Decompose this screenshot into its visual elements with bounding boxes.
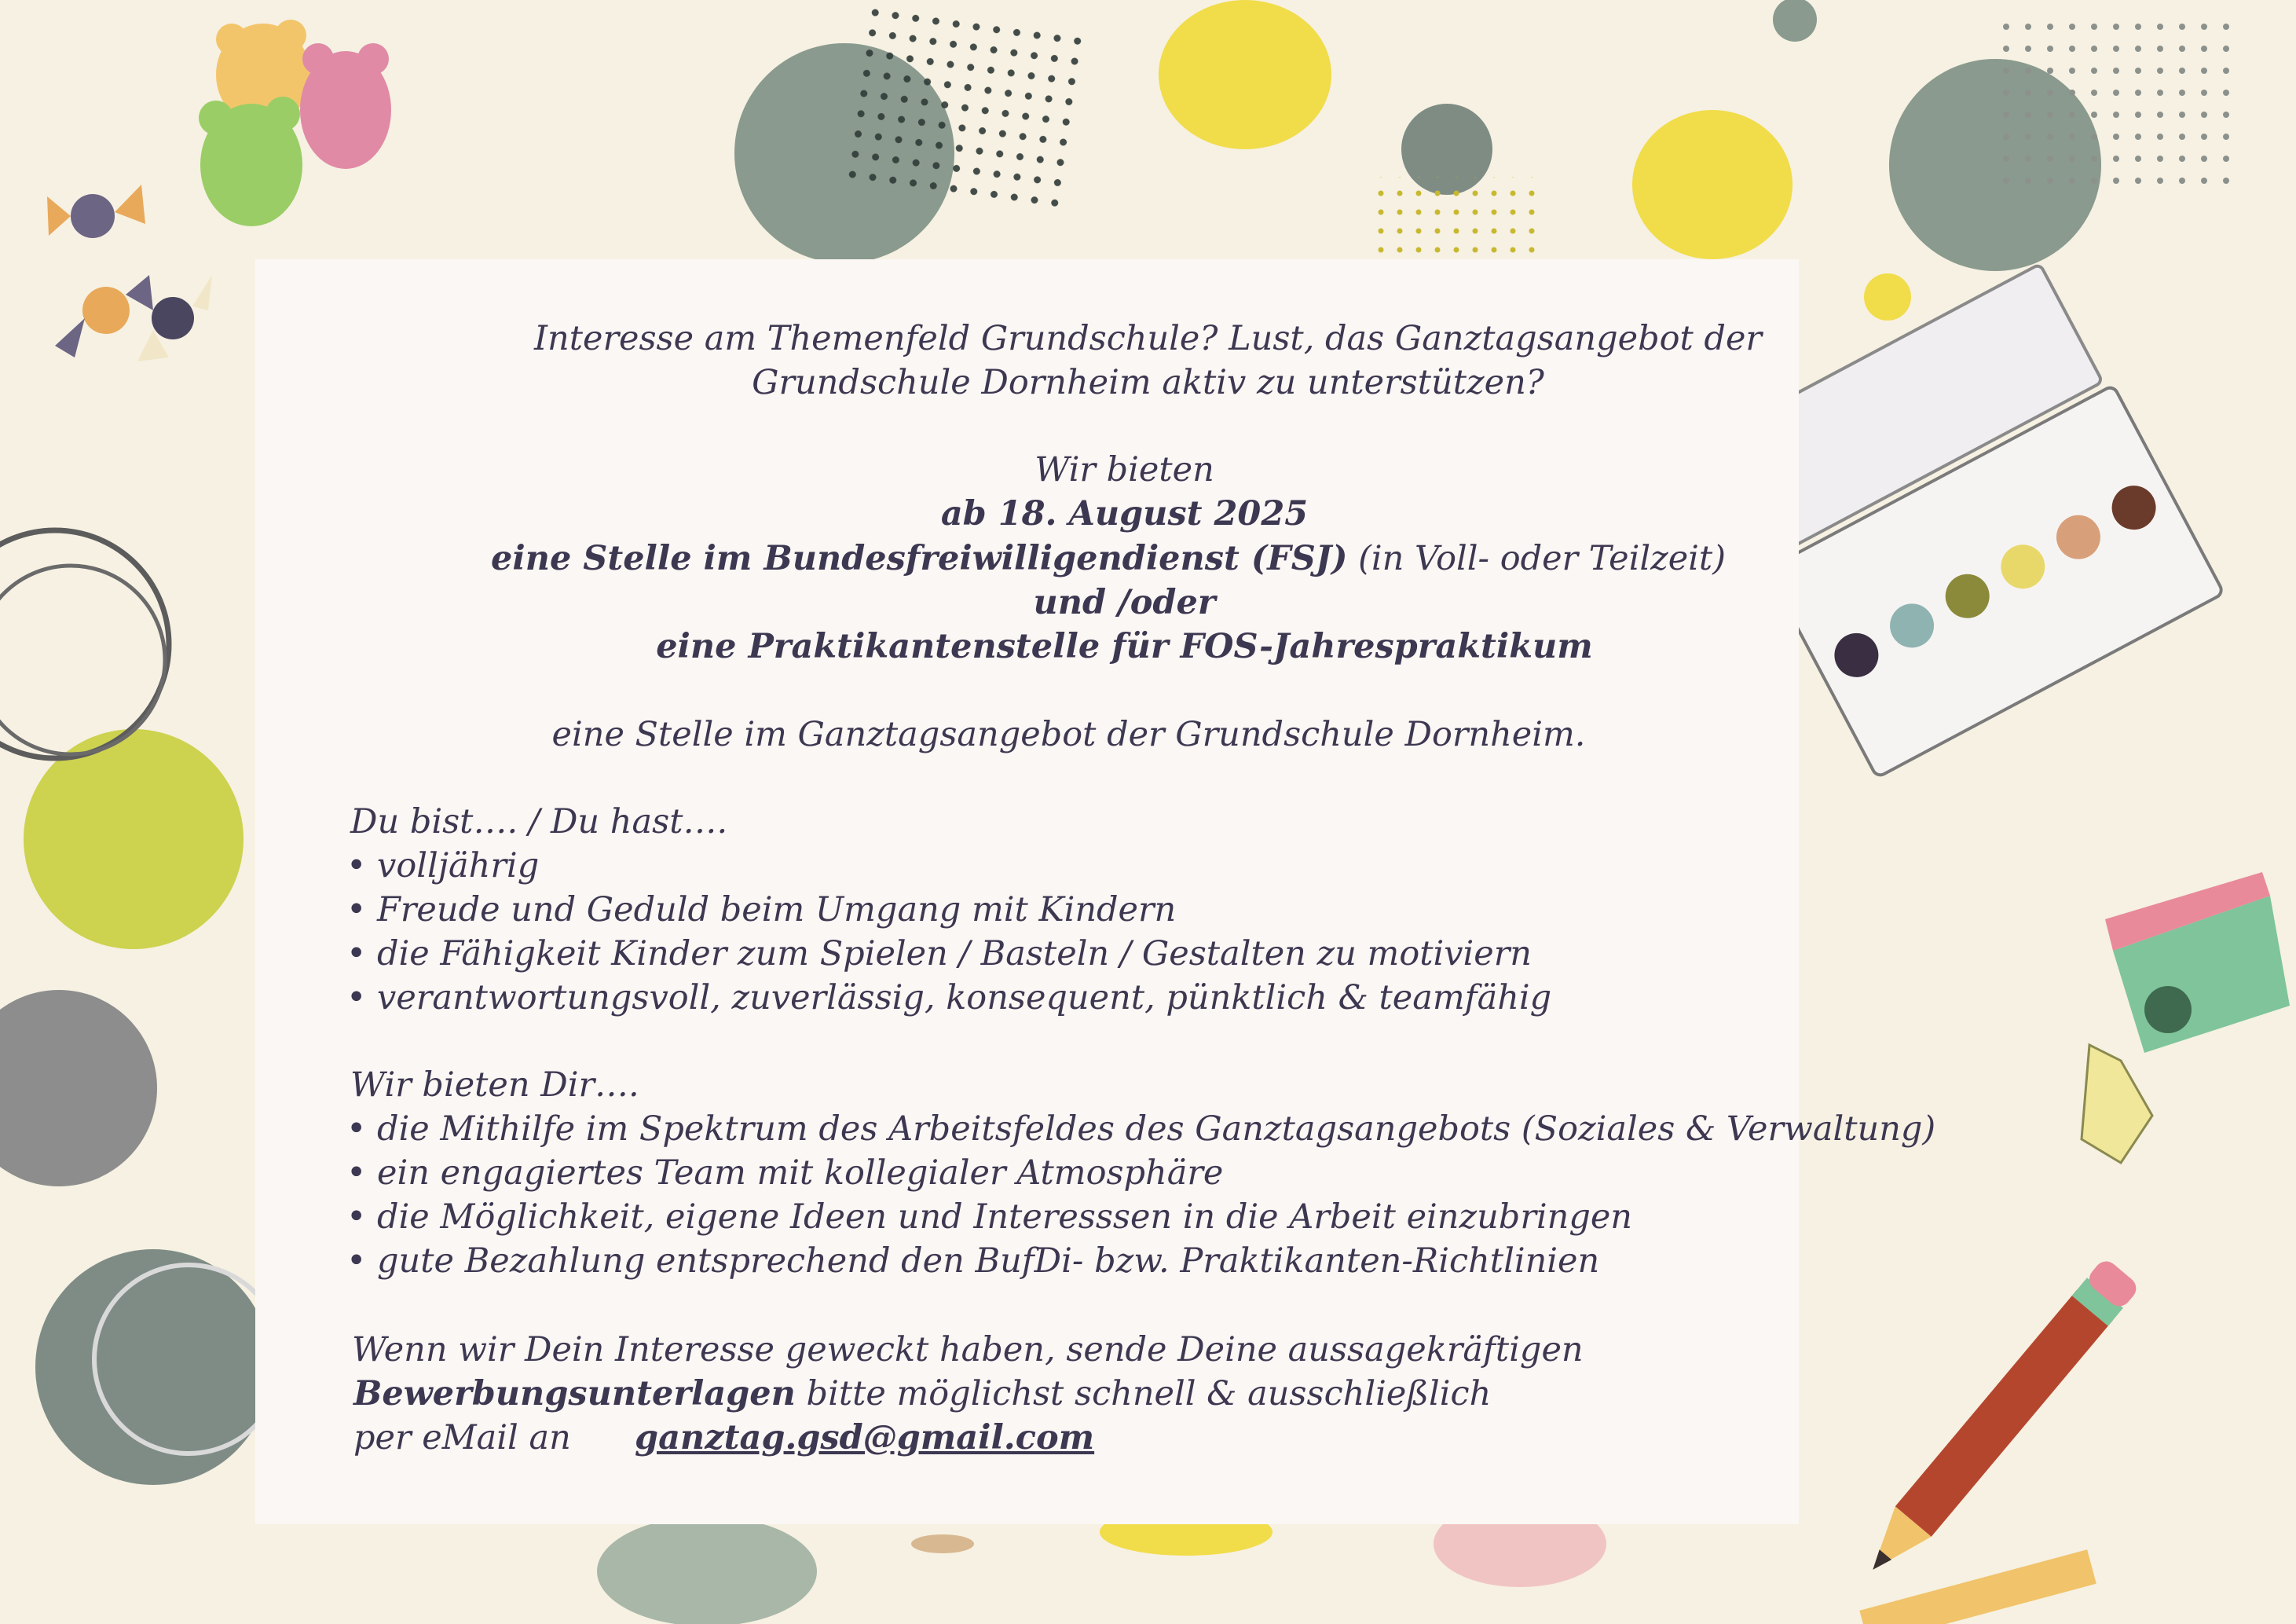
pencil-sharpener-icon	[2082, 872, 2290, 1163]
position-bfd-note: (in Voll- oder Teilzeit)	[1347, 539, 1726, 578]
intro-line-2: Grundschule Dornheim aktiv zu unterstützen?	[752, 363, 1544, 402]
yellow-circle	[1159, 0, 1331, 149]
contact-line-3: per eMail an	[353, 1418, 571, 1457]
requirements-heading: Du bist…. / Du hast….	[350, 802, 728, 841]
intro-line-1: Interesse am Themenfeld Grundschule? Lust, das Ganztagsangebot der	[534, 319, 1762, 358]
pencil-shaving-icon	[1859, 1549, 2096, 1624]
requirement-item: • Freude und Geduld beim Umgang mit Kindern	[346, 890, 1177, 929]
offer-date: ab 18. August 2025	[940, 494, 1309, 533]
benefit-item: • die Möglichkeit, eigene Ideen und Interesssen in die Arbeit einzubringen	[346, 1197, 1633, 1237]
requirement-item: • verantwortungsvoll, zuverlässig, konsequent, pünktlich & teamfähig	[346, 978, 1552, 1017]
benefit-item: • gute Bezahlung entsprechend den BufDi- bzw. Praktikanten-Richtlinien	[346, 1241, 1600, 1281]
pencil-icon	[1855, 1256, 2140, 1585]
offer-heading: Wir bieten	[1034, 450, 1214, 489]
offer-connector: und /oder	[1033, 583, 1216, 622]
benefit-item: • ein engagiertes Team mit kollegialer Atmosphäre	[346, 1153, 1224, 1193]
gummy-bears-icon	[199, 20, 391, 226]
contact-documents: Bewerbungsunterlagen	[353, 1374, 796, 1413]
position-bfd	[491, 537, 1726, 581]
contact-line-2-rest: bitte möglichst schnell & ausschließlich	[795, 1374, 1492, 1413]
contact-line-2	[353, 1372, 1491, 1416]
requirement-item: • die Fähigkeit Kinder zum Spielen / Basteln / Gestalten zu motiviern	[346, 934, 1532, 973]
position-bfd-title: eine Stelle im Bundesfreiwilligendienst (FSJ)	[491, 539, 1348, 578]
requirement-item: • volljährig	[346, 846, 540, 885]
benefits-heading: Wir bieten Dir….	[350, 1065, 639, 1105]
contact-line-1: Wenn wir Dein Interesse geweckt haben, sende Deine aussagekräftigen	[352, 1330, 1584, 1369]
benefit-item: • die Mithilfe im Spektrum des Arbeitsfeldes des Ganztagsangebots (Soziales & Verwaltung)	[346, 1109, 1936, 1149]
offer-summary: eine Stelle im Ganztagsangebot der Grundschule Dornheim.	[551, 715, 1586, 754]
position-praktikum: eine Praktikantenstelle für FOS-Jahrespraktikum	[656, 627, 1593, 666]
email-link[interactable]: ganztag.gsd@gmail.com	[635, 1418, 1095, 1457]
